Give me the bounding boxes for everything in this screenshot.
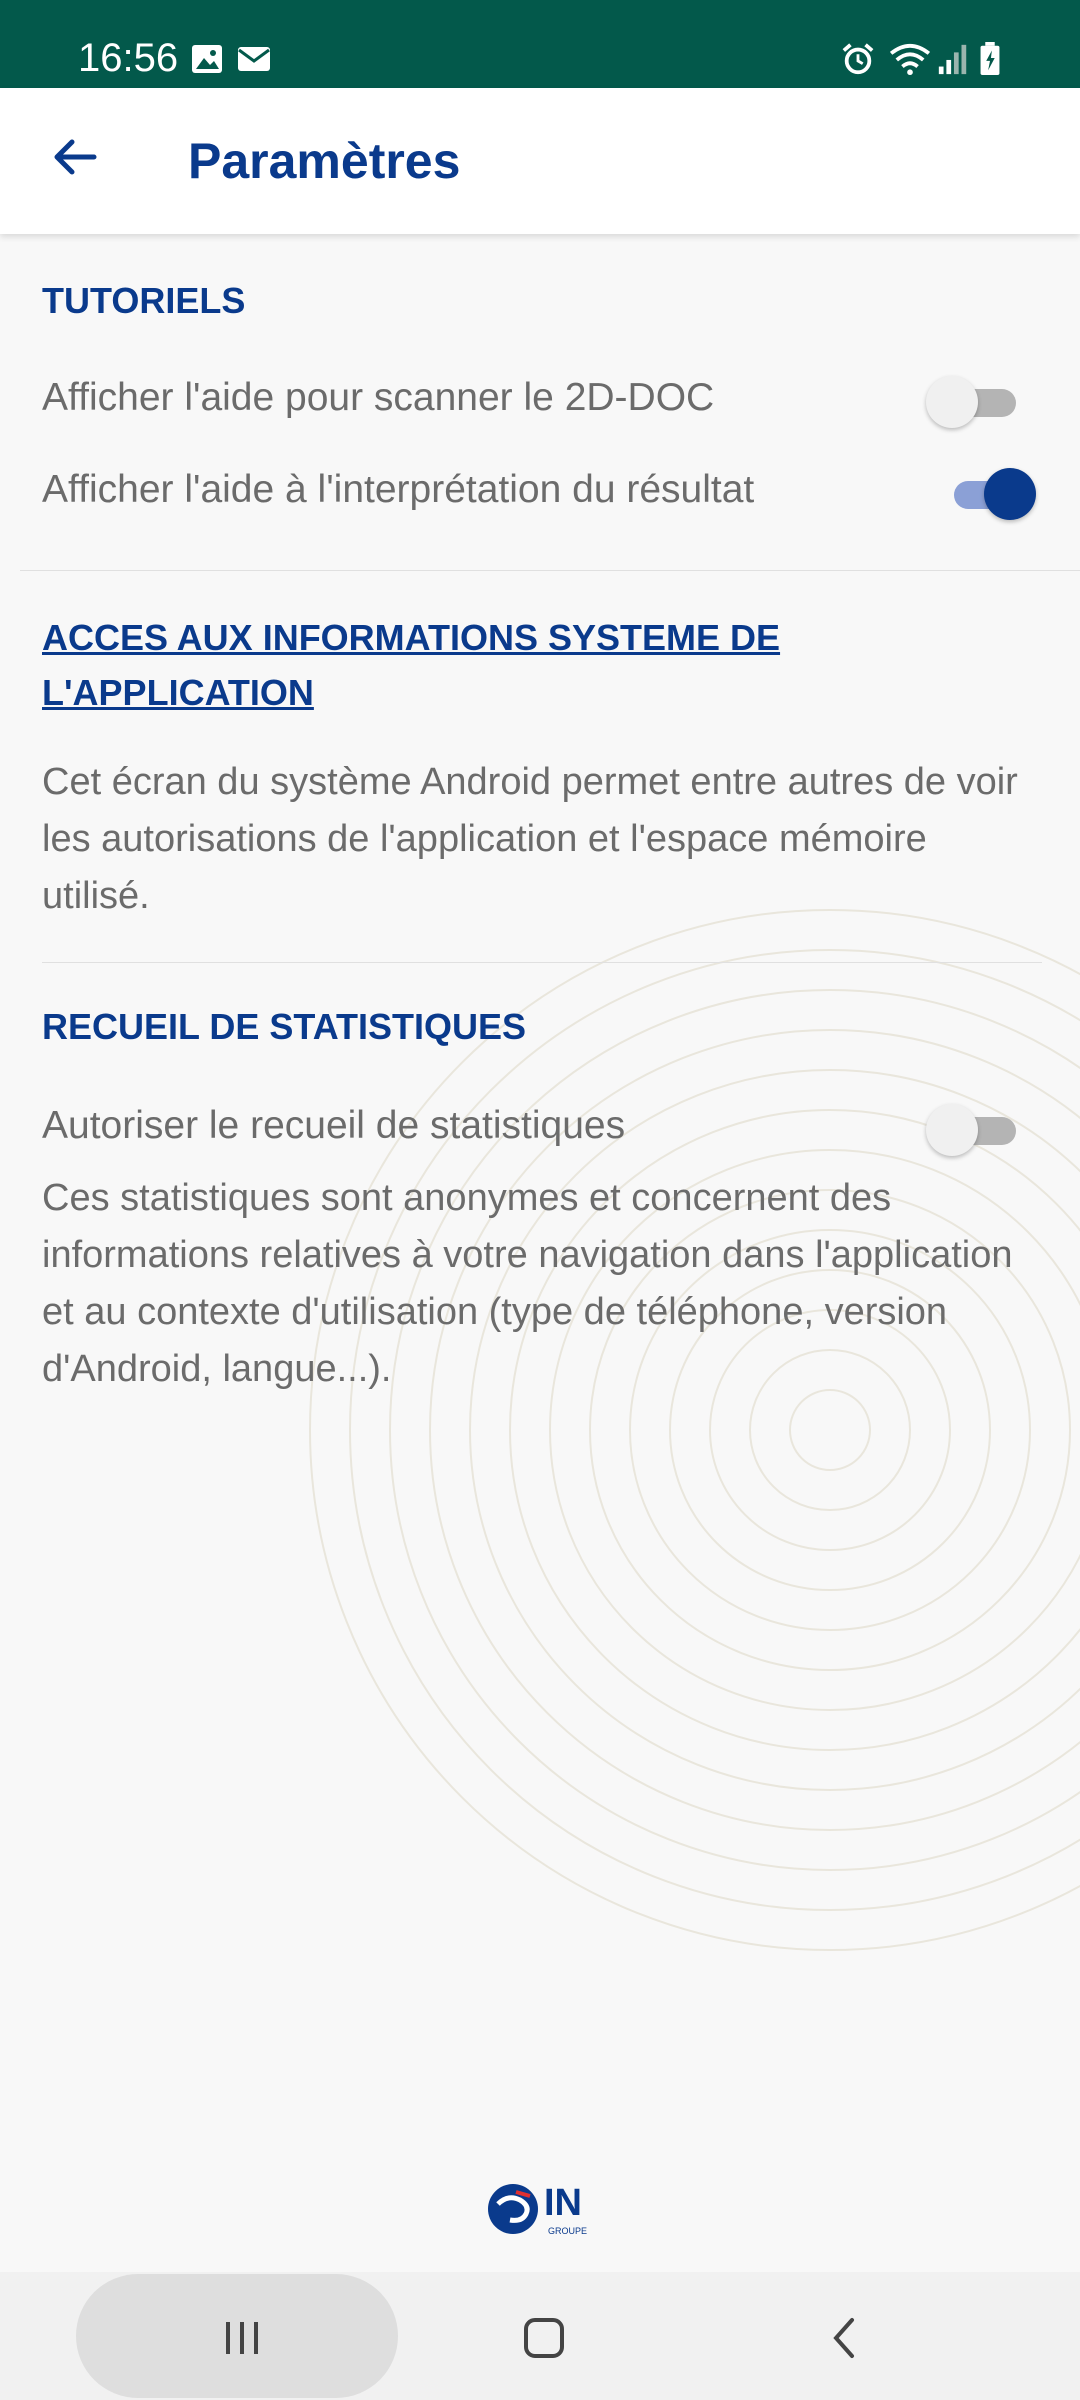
stats-description: Ces statistiques sont anonymes et concernent des informations relatives à votre navigation dans l'application et au contexte d'utilisation (type de téléphone, version d'Android, langue...). (42, 1177, 1013, 1390)
scan-help-toggle[interactable] (926, 372, 1016, 432)
logo-subtext: GROUPE (548, 2226, 588, 2236)
section-title-stats: RECUEIL DE STATISTIQUES (42, 1006, 527, 1047)
signal-icon (936, 42, 970, 76)
status-time: 16:56 (78, 36, 179, 80)
mail-icon (236, 42, 272, 76)
stats-toggle[interactable] (926, 1100, 1016, 1160)
wifi-icon (888, 42, 932, 76)
section-divider (42, 962, 1042, 963)
company-logo (486, 2182, 598, 2236)
system-info-link[interactable]: ACCES AUX INFORMATIONS SYSTEME DE L'APPLICATION (42, 617, 781, 713)
toggle-label-stats: Autoriser le recueil de statistiques (42, 1104, 626, 1147)
home-icon[interactable] (514, 2308, 574, 2368)
status-bar (0, 0, 1080, 88)
system-info-description: Cet écran du système Android permet entre autres de voir les autorisations de l'application et l'espace mémoire utilisé. (42, 761, 1018, 917)
toggle-label-scan-help: Afficher l'aide pour scanner le 2D-DOC (42, 376, 715, 419)
app-bar (0, 88, 1080, 234)
back-nav-icon[interactable] (816, 2308, 876, 2368)
result-help-toggle[interactable] (944, 464, 1034, 524)
logo-text: IN (544, 2182, 582, 2224)
image-icon (190, 42, 224, 76)
toggle-label-result-help: Afficher l'aide à l'interprétation du résultat (42, 468, 755, 511)
page-title: Paramètres (188, 133, 461, 189)
arrow-left-icon[interactable] (44, 126, 106, 188)
alarm-icon (840, 42, 876, 76)
section-divider (20, 570, 1080, 571)
recent-apps-icon[interactable] (212, 2308, 272, 2368)
section-title-tutorials: TUTORIELS (42, 280, 246, 321)
battery-icon (978, 42, 1002, 76)
